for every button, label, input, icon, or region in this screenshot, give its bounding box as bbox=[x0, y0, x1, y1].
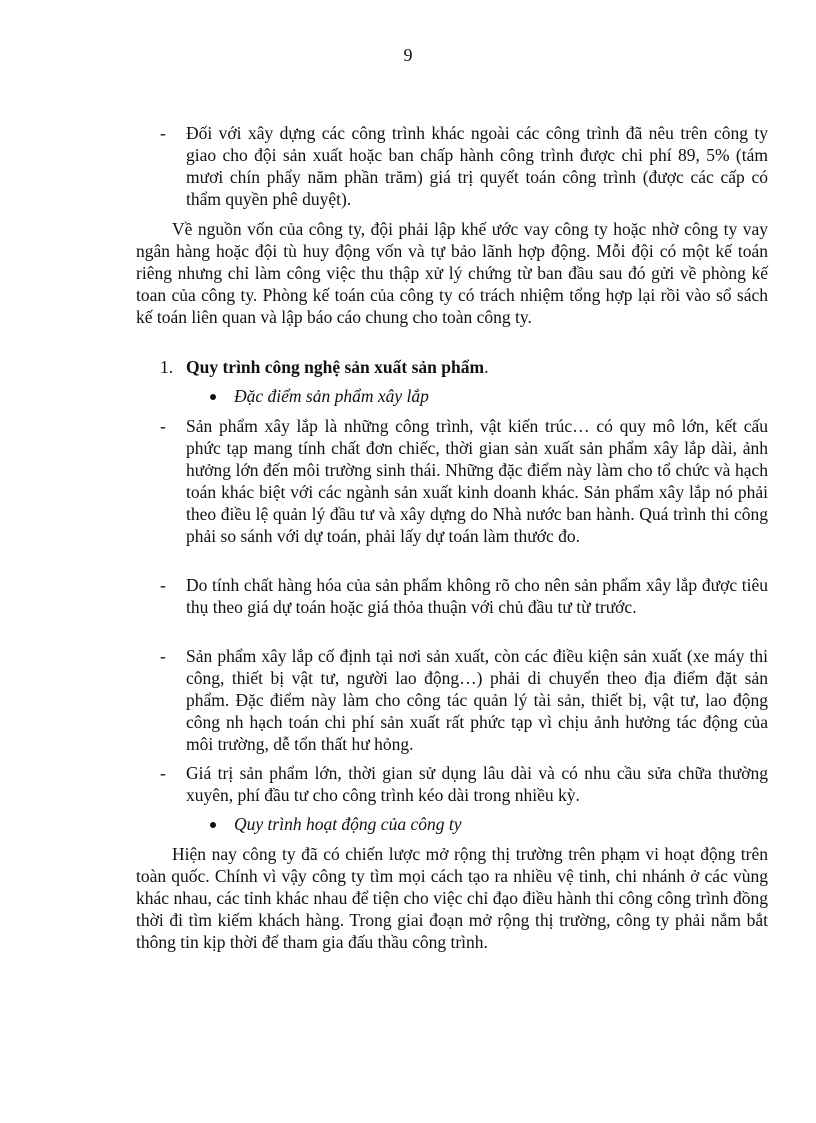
bullet-text: Quy trình hoạt động của công ty bbox=[234, 814, 462, 834]
bullet-item bbox=[210, 385, 768, 407]
dash-item-text: Sản phẩm xây lắp là những công trình, vật kiến trúc… có quy mô lớn, kết cấu phức tạp mang tính chất đơn chiếc, thời gian sản xuất sản phẩm xây lắp dài, ảnh hưởng lớn đến môi trường sinh thái. Những đặc điểm này làm cho tổ chức và hạch toán khác biệt với các ngành sản xuất kinh doanh khác. Sản phẩm xây lắp nó phải theo điều lệ quản lý đầu tư và xây dựng do Nhà nước ban hành. Quá trình thi công phải so sánh với dự toán, phải lấy dự toán làm thước đo. bbox=[186, 416, 768, 546]
section-title-period: . bbox=[484, 357, 489, 377]
section-number: 1. bbox=[160, 357, 174, 377]
dash-marker: - bbox=[160, 123, 166, 143]
bullet-dot-icon bbox=[210, 394, 216, 400]
bullet-dot-icon bbox=[210, 822, 216, 828]
dash-marker: - bbox=[160, 763, 166, 783]
section-title: Quy trình công nghệ sản xuất sản phẩm bbox=[186, 357, 485, 377]
paragraph: Về nguồn vốn của công ty, đội phải lập khế ước vay công ty hoặc nhờ công ty vay ngân hàng hoặc đội tù huy động vốn và tự bảo lãnh hợp động. Mỗi đội có một kế toán riêng nhưng chỉ làm công việc thu thập xử lý chứng từ ban đầu sau đó gửi về phòng kế toan của công ty. Phòng kế toán của công ty có trách nhiệm tổng hợp lại rồi vào sổ sách kế toán liên quan và lập báo cáo chung cho toàn công ty. bbox=[136, 219, 768, 327]
dash-item bbox=[160, 415, 768, 547]
page-number: 9 bbox=[403, 45, 413, 65]
dash-marker: - bbox=[160, 646, 166, 666]
dash-item bbox=[160, 645, 768, 755]
dash-item bbox=[160, 574, 768, 618]
dash-item bbox=[160, 122, 768, 210]
dash-item-text: Do tính chất hàng hóa của sản phẩm không rõ cho nên sản phẩm xây lắp được tiêu thụ theo giá dự toán hoặc giá thỏa thuận với chủ đầu tư từ trước. bbox=[186, 575, 768, 617]
bullet-item bbox=[210, 813, 768, 835]
dash-item-text: Giá trị sản phẩm lớn, thời gian sử dụng lâu dài và có nhu cầu sửa chữa thường xuyên, phí đầu tư cho công trình kéo dài trong nhiều kỳ. bbox=[186, 763, 768, 805]
bullet-text: Đặc điểm sản phẩm xây lắp bbox=[234, 386, 429, 406]
section-heading bbox=[160, 356, 768, 378]
dash-marker: - bbox=[160, 416, 166, 436]
paragraph: Hiện nay công ty đã có chiến lược mở rộng thị trường trên phạm vi hoạt động trên toàn quốc. Chính vì vậy công ty tìm mọi cách tạo ra nhiều vệ tinh, chi nhánh ở các vùng khác nhau, các tỉnh khác nhau để tiện cho việc chỉ đạo điều hành thi công công trình đồng thời đi tìm kiếm khách hàng. Trong giai đoạn mở rộng thị trường, công ty phải nắm bắt thông tin kịp thời để tham gia đấu thầu công trình. bbox=[136, 844, 768, 952]
dash-marker: - bbox=[160, 575, 166, 595]
dash-item-text: Sản phẩm xây lắp cố định tại nơi sản xuất, còn các điều kiện sản xuất (xe máy thi công, thiết bị vật tư, người lao động…) phải di chuyển theo địa điểm đặt sản phẩm. Đặc điểm này làm cho công tác quản lý tài sản, thiết bị, vật tư, lao động công nh hạch toán chi phí sản xuất rất phức tạp vì chịu ảnh hưởng tác động của môi trường, dễ tổn thất hư hỏng. bbox=[186, 646, 768, 754]
dash-item bbox=[160, 762, 768, 806]
dash-item-text: Đối với xây dựng các công trình khác ngoài các công trình đã nêu trên công ty giao cho đội sản xuất hoặc ban chấp hành công trình được chi phí 89, 5% (tám mươi chín phẩy năm phần trăm) giá trị quyết toán công trình (được các cấp có thẩm quyền phê duyệt). bbox=[186, 123, 768, 209]
